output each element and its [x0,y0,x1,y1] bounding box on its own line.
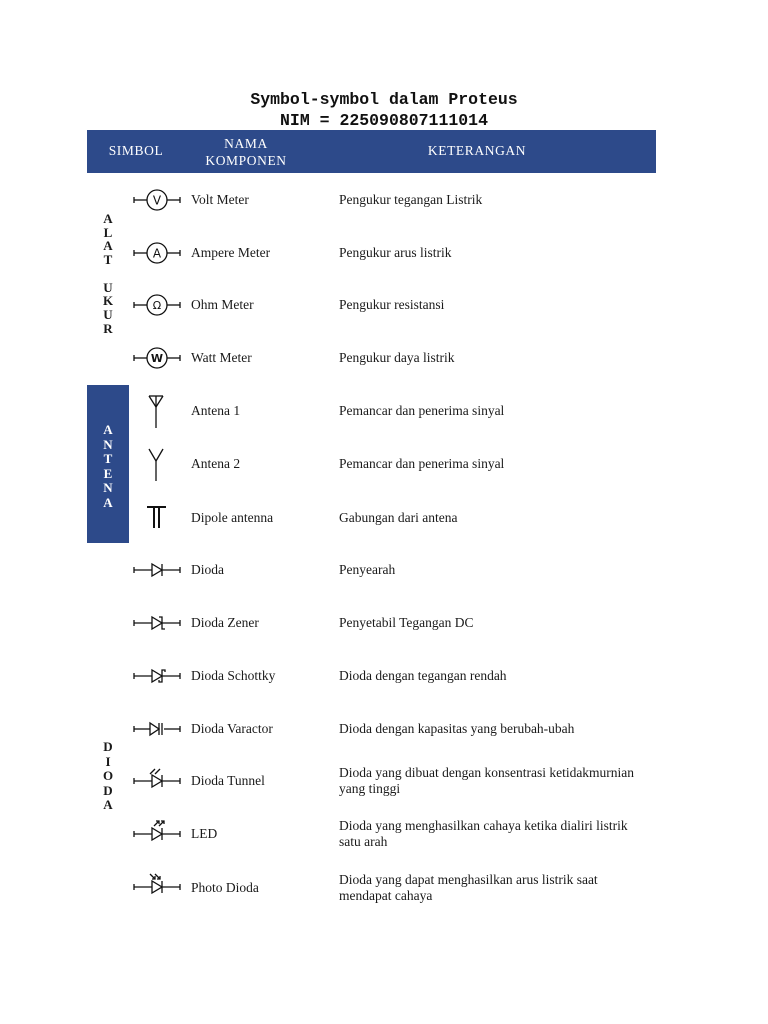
svg-text:A: A [152,246,162,261]
zener-diode-icon [130,603,184,643]
component-description: Dioda yang menghasilkan cahaya ketika dialiri listrik satu arah [339,818,628,849]
photo-diode-icon [130,867,184,907]
table-row [0,444,768,484]
header-nama-komponen: NAMA KOMPONEN [205,136,287,168]
page-title: Symbol-symbol dalam Proteus [250,90,518,109]
table-row [0,814,768,854]
component-name: Dioda Varactor [191,721,273,736]
table-row [0,338,768,378]
component-name: LED [191,826,218,841]
component-description: Dioda dengan tegangan rendah [339,668,507,683]
diode-icon [130,550,184,590]
table-row [0,867,768,907]
component-name: Photo Dioda [191,880,259,895]
svg-text:W: W [150,352,164,365]
ampere-meter-icon [130,233,184,273]
ohm-meter-icon [130,285,184,325]
component-description: Pengukur arus listrik [339,245,452,260]
component-description: Pemancar dan penerima sinyal [339,456,505,471]
table-row [0,709,768,749]
antenna-1-icon [130,391,184,431]
table-row [0,391,768,431]
component-name: Watt Meter [191,350,252,365]
component-name: Dioda Zener [191,615,259,630]
component-name: Ampere Meter [191,245,271,260]
svg-text:V: V [152,193,162,208]
table-row [0,497,768,537]
component-name: Volt Meter [191,192,249,207]
component-description: Dioda yang dapat menghasilkan arus listrik saat mendapat cahaya [339,872,598,903]
component-name: Dioda Schottky [191,668,276,683]
table-row [0,550,768,590]
component-name: Dipole antenna [191,510,274,525]
component-name: Dioda [191,562,224,577]
led-icon [130,814,184,854]
component-description: Gabungan dari antena [339,510,458,525]
component-name: Antena 1 [191,403,241,418]
table-header [87,130,656,173]
component-description: Pengukur daya listrik [339,350,455,365]
component-description: Dioda yang dibuat dengan konsentrasi ketidakmurnian yang tinggi [339,765,635,796]
group-label-alat-ukur: A L A T U K U R [102,211,114,336]
table-row [0,761,768,801]
tunnel-diode-icon [130,761,184,801]
header-simbol: SIMBOL [108,143,164,158]
component-description: Pemancar dan penerima sinyal [339,403,505,418]
table-row [0,233,768,273]
header-keterangan: KETERANGAN [427,143,527,158]
table-row [0,656,768,696]
component-description: Penyetabil Tegangan DC [339,615,474,630]
group-label-dioda: D I O D A [102,739,114,812]
table-row [0,603,768,643]
component-description: Pengukur resistansi [339,297,445,312]
component-name: Antena 2 [191,456,241,471]
volt-meter-icon [130,180,184,220]
schottky-diode-icon [130,656,184,696]
group-label-antena: A N T E N A [103,422,113,510]
component-name: Dioda Tunnel [191,773,265,788]
component-description: Pengukur tegangan Listrik [339,192,483,207]
table-row [0,180,768,220]
table-row [0,285,768,325]
watt-meter-icon [130,338,184,378]
component-description: Penyearah [339,562,396,577]
component-description: Dioda dengan kapasitas yang berubah-ubah [339,721,575,736]
antenna-2-icon [130,444,184,484]
dipole-antenna-icon [130,497,184,537]
varactor-diode-icon [130,709,184,749]
component-name: Ohm Meter [191,297,254,312]
page-subtitle-nim: NIM = 225090807111014 [280,111,488,130]
svg-text:Ω: Ω [152,299,162,312]
